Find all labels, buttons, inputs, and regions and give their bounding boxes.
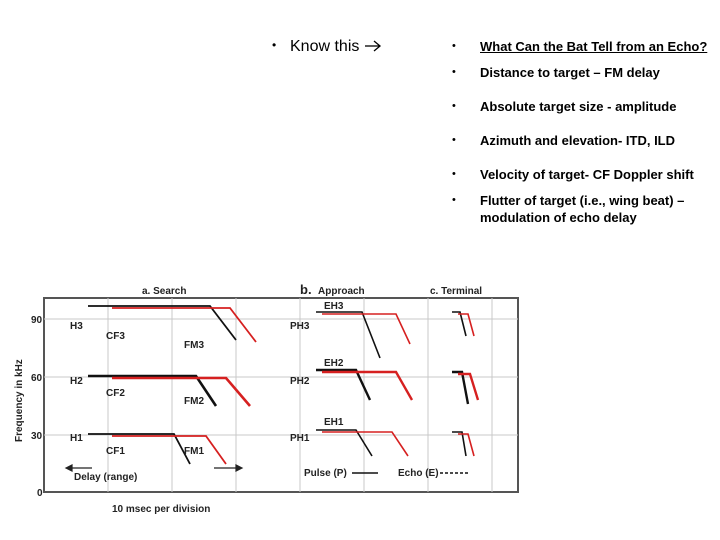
list-item: • Distance to target – FM delay — [452, 65, 660, 80]
list-item: • Flutter of target (i.e., wing beat) – modulation of echo delay — [452, 193, 685, 225]
eh-label: EH1 — [324, 417, 344, 428]
delay-arrows — [66, 465, 242, 471]
echo-h2 — [112, 378, 250, 406]
list-item-text: What Can the Bat Tell from an Echo? — [480, 39, 708, 54]
panel-b-label: b. — [300, 282, 312, 297]
terminal-calls — [452, 312, 478, 456]
arrow-right-icon — [364, 40, 382, 52]
harmonic-label: H1 — [70, 433, 83, 444]
pulse-t3 — [452, 312, 466, 336]
eh-label: EH2 — [324, 358, 344, 369]
ph-label: PH3 — [290, 321, 310, 332]
legend — [304, 468, 470, 479]
panel-c-title: c. Terminal — [430, 286, 483, 297]
echo-info-list — [452, 38, 712, 226]
fm-label: FM2 — [184, 396, 204, 407]
sonar-diagram — [0, 270, 530, 540]
y-tick-label: 0 — [37, 488, 43, 499]
list-item: • Absolute target size - amplitude — [452, 99, 677, 114]
list-item-text: Distance to target – FM delay — [480, 65, 660, 80]
list-item: • Velocity of target- CF Doppler shift — [452, 167, 694, 182]
fm-label: FM1 — [184, 446, 204, 457]
panel-b-title: Approach — [318, 286, 365, 297]
fm-label: FM3 — [184, 340, 204, 351]
pulse-t1 — [452, 432, 466, 456]
echo-t2 — [458, 374, 478, 400]
list-item-text: Absolute target size - amplitude — [480, 99, 677, 114]
echo-t3 — [458, 314, 474, 336]
bat-echolocation-figure — [0, 270, 530, 540]
ph-label: PH1 — [290, 433, 310, 444]
pulse-ph2 — [316, 370, 370, 400]
cf-label: CF1 — [106, 446, 125, 457]
y-axis-label: Frequency in kHz — [14, 359, 25, 442]
cf-label: CF2 — [106, 388, 125, 399]
know-this-text: Know this — [290, 38, 360, 55]
list-item-text: Azimuth and elevation- ITD, ILD — [480, 133, 676, 148]
pulse-h1 — [88, 434, 190, 464]
delay-label: Delay (range) — [74, 472, 138, 483]
y-tick-label: 60 — [31, 373, 43, 384]
y-tick-label: 90 — [31, 315, 43, 326]
list-item: • Azimuth and elevation- ITD, ILD — [452, 133, 676, 148]
list-item-text: Flutter of target (i.e., wing beat) – modulation of echo delay — [480, 193, 685, 225]
eh-label: EH3 — [324, 301, 344, 312]
legend-echo-label: Echo (E) — [398, 468, 439, 479]
harmonic-label: H2 — [70, 376, 83, 387]
harmonic-label: H3 — [70, 321, 83, 332]
list-item: • What Can the Bat Tell from an Echo? — [452, 39, 708, 54]
x-scale-label: 10 msec per division — [112, 504, 211, 515]
y-tick-label: 30 — [31, 431, 43, 442]
panel-a-title: a. Search — [142, 286, 187, 297]
bullet-dot: • — [272, 38, 277, 52]
legend-pulse-label: Pulse (P) — [304, 468, 347, 479]
know-this-note — [272, 38, 382, 56]
cf-label: CF3 — [106, 331, 125, 342]
ph-label: PH2 — [290, 376, 310, 387]
list-item-text: Velocity of target- CF Doppler shift — [480, 167, 694, 182]
echo-h1 — [112, 436, 226, 464]
